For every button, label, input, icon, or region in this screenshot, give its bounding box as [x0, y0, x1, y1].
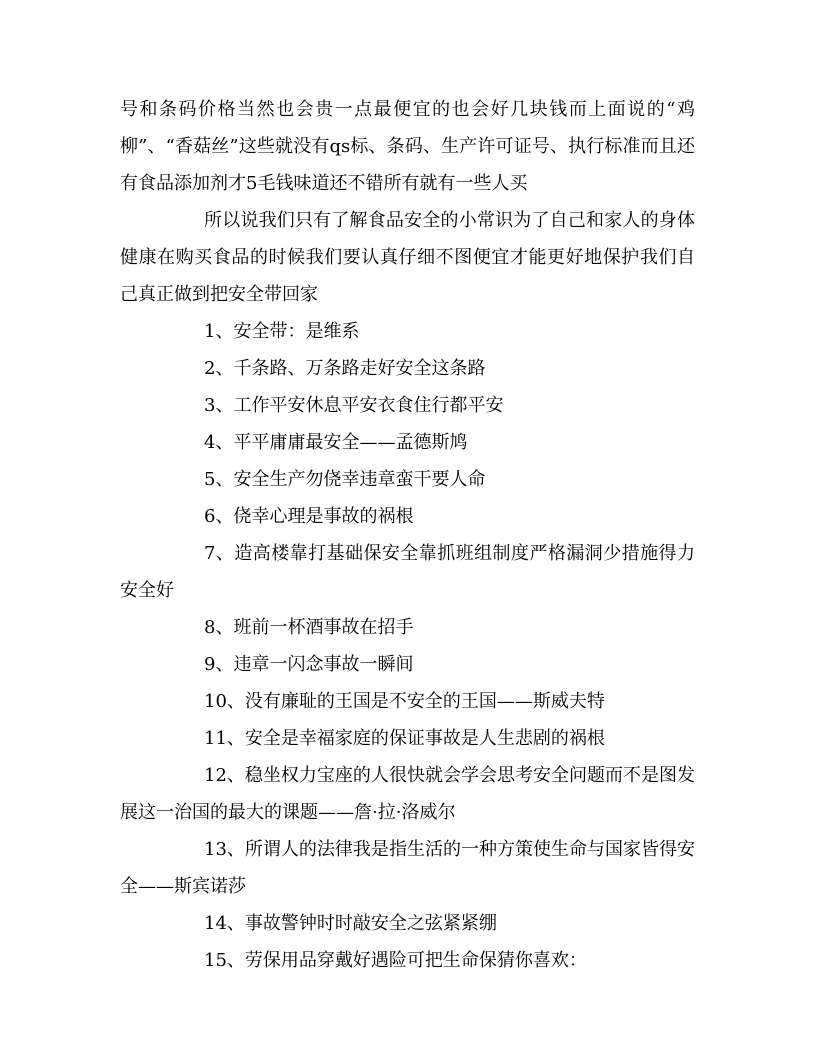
slogan-item-15: 15、劳保用品穿戴好遇险可把生命保猜你喜欢：: [204, 950, 587, 971]
slogan-item-13: 13、所谓人的法律我是指生活的一种方策使生命与国家皆得安全——斯宾诺莎: [120, 839, 695, 897]
slogan-item-1: 1、安全带：是维系: [204, 321, 360, 342]
slogan-item-4: 4、平平庸庸最安全——孟德斯鸠: [204, 432, 468, 453]
slogan-item-14: 14、事故警钟时时敲安全之弦紧紧绷: [204, 913, 497, 934]
slogan-item-9: 9、违章一闪念事故一瞬间: [204, 654, 414, 675]
slogan-item-11: 11、安全是幸福家庭的保证事故是人生悲剧的祸根: [204, 728, 605, 749]
slogan-item-10: 10、没有廉耻的王国是不安全的王国——斯威夫特: [204, 691, 605, 712]
slogan-item-6: 6、侥幸心理是事故的祸根: [204, 506, 414, 527]
slogan-item-2: 2、千条路、万条路走好安全这条路: [204, 358, 486, 379]
paragraph-intro-continued: 号和条码价格当然也会贵一点最便宜的也会好几块钱而上面说的“鸡柳”、“香菇丝”这些就没有qs标、条码、生产许可证号、执行标准而且还有食品添加剂才5毛钱味道还不错所有就有一些人买: [120, 99, 695, 194]
slogan-item-12: 12、稳坐权力宝座的人很快就会学会思考安全问题而不是图发展这一治国的最大的课题——詹·拉·洛威尔: [120, 765, 695, 823]
slogan-item-7: 7、造高楼靠打基础保安全靠抓班组制度严格漏洞少措施得力安全好: [120, 543, 695, 601]
slogan-item-3: 3、工作平安休息平安衣食住行都平安: [204, 395, 504, 416]
slogan-item-8: 8、班前一杯酒事故在招手: [204, 617, 414, 638]
paragraph-conclusion: 所以说我们只有了解食品安全的小常识为了自己和家人的身体健康在购买食品的时候我们要认真仔细不图便宜才能更好地保护我们自己真正做到把安全带回家: [120, 210, 695, 305]
document-page: [120, 91, 695, 979]
slogan-item-5: 5、安全生产勿侥幸违章蛮干要人命: [204, 469, 486, 490]
